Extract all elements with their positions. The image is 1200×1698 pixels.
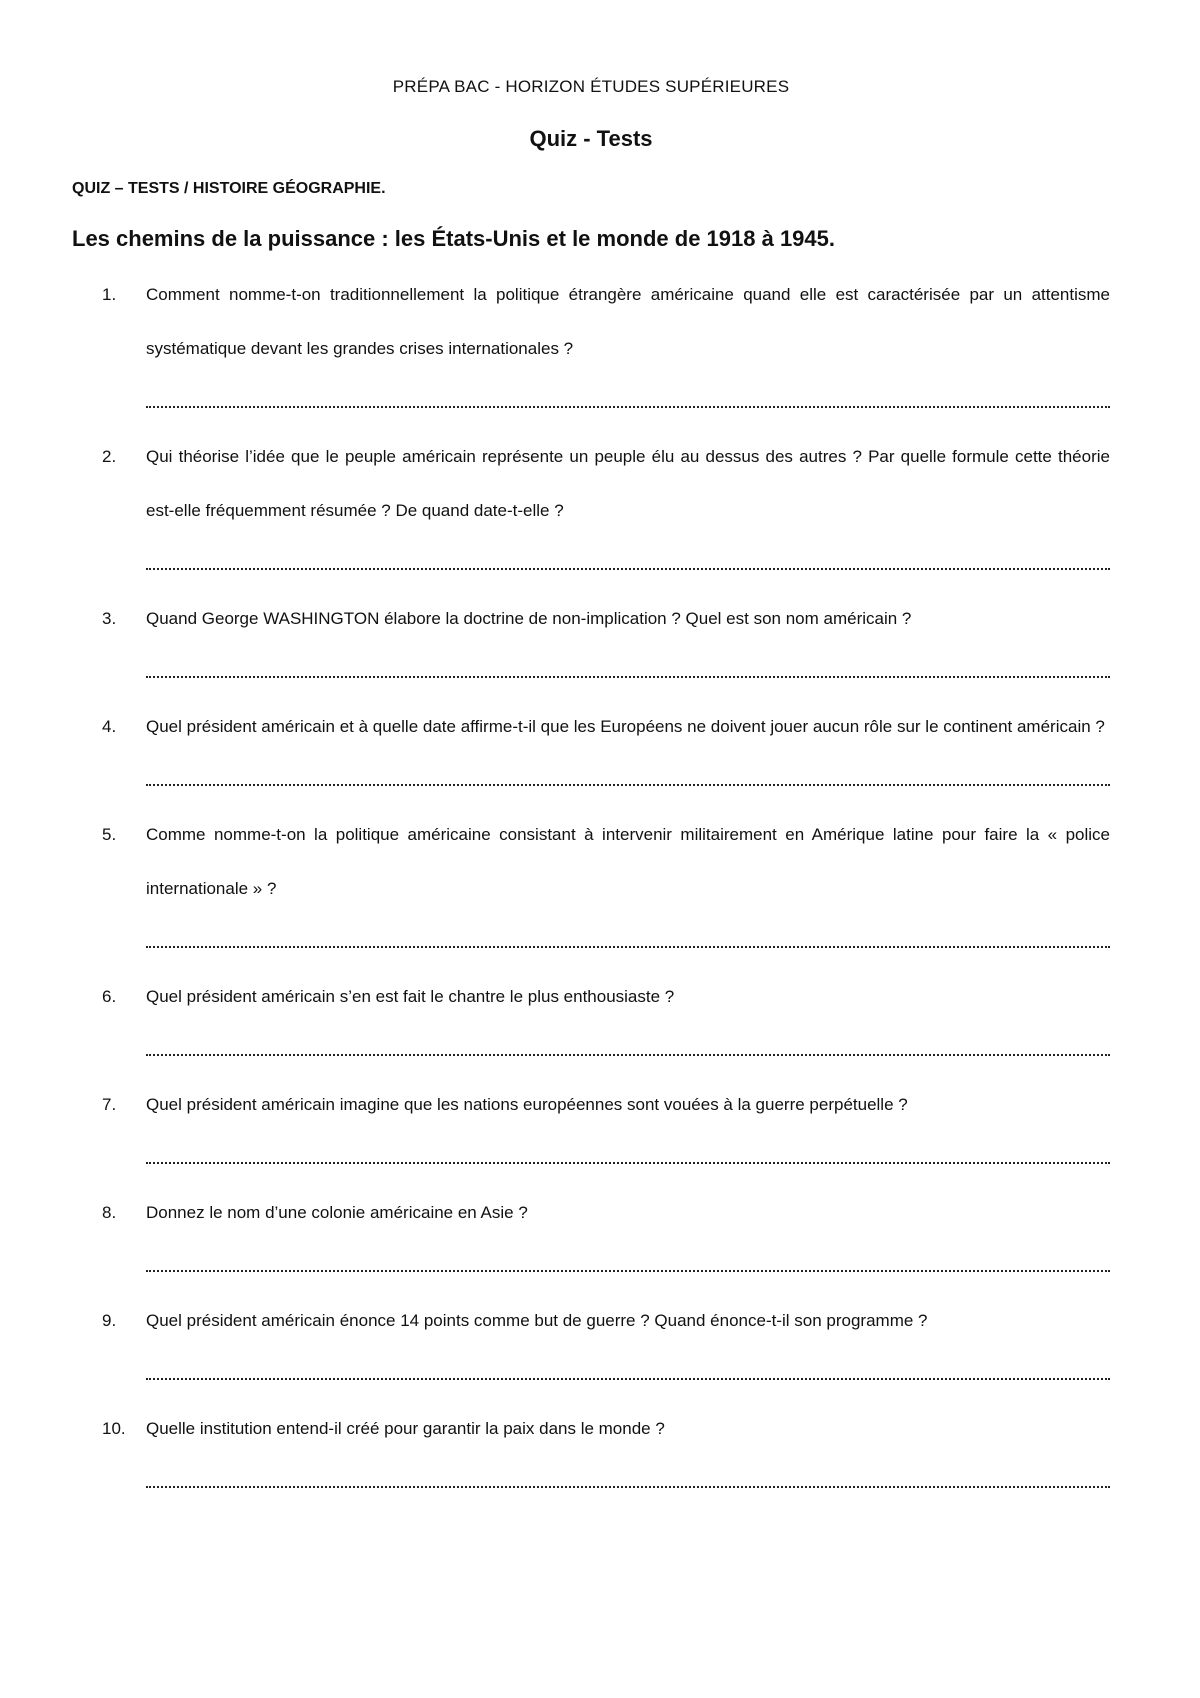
question-number: 3.	[102, 609, 117, 628]
answer-line[interactable]	[146, 538, 1110, 592]
answer-line[interactable]	[146, 1240, 1110, 1294]
question-item	[72, 970, 1110, 1078]
question-number: 9.	[102, 1311, 117, 1330]
answer-line[interactable]	[146, 376, 1110, 430]
question-item	[72, 808, 1110, 970]
question-text: Quelle institution entend-il créé pour garantir la paix dans le monde ?	[146, 1419, 665, 1438]
question-number: 7.	[102, 1095, 117, 1114]
question-text: Quel président américain énonce 14 points comme but de guerre ? Quand énonce-t-il son programme ?	[146, 1311, 928, 1330]
question-text: Quel président américain et à quelle date affirme-t-il que les Européens ne doivent jouer aucun rôle sur le continent américain ?	[146, 717, 1105, 736]
question-item	[72, 430, 1110, 592]
question-number: 1.	[102, 285, 117, 304]
question-item	[72, 1294, 1110, 1402]
question-number: 5.	[102, 825, 117, 844]
question-number: 4.	[102, 717, 117, 736]
question-number: 10.	[102, 1419, 126, 1438]
question-item	[72, 268, 1110, 430]
answer-line[interactable]	[146, 754, 1110, 808]
question-number: 6.	[102, 987, 117, 1006]
answer-line[interactable]	[146, 1024, 1110, 1078]
question-item	[72, 1186, 1110, 1294]
question-text: Quel président américain imagine que les nations européennes sont vouées à la guerre perpétuelle ?	[146, 1095, 908, 1114]
question-text: Donnez le nom d’une colonie américaine en Asie ?	[146, 1203, 528, 1222]
question-item	[72, 700, 1110, 808]
answer-line[interactable]	[146, 1132, 1110, 1186]
answer-line[interactable]	[146, 646, 1110, 700]
document-title: Quiz - Tests	[529, 126, 653, 151]
question-text: Comment nomme-t-on traditionnellement la politique étrangère américaine quand elle est caractérisée par un attentisme systématique devant les grandes crises internationales ?	[146, 285, 1110, 358]
question-text: Quel président américain s’en est fait le chantre le plus enthousiaste ?	[146, 987, 675, 1006]
answer-line[interactable]	[146, 1348, 1110, 1402]
question-text: Comme nomme-t-on la politique américaine consistant à intervenir militairement en Amérique latine pour faire la « police internationale » ?	[146, 825, 1110, 898]
question-text: Qui théorise l’idée que le peuple américain représente un peuple élu au dessus des autres ? Par quelle formule cette théorie est-elle fréquemment résumée ? De quand date-t-elle ?	[146, 447, 1110, 520]
question-number: 2.	[102, 447, 117, 466]
question-item	[72, 1078, 1110, 1186]
question-list	[72, 268, 1110, 1510]
question-text: Quand George WASHINGTON élabore la doctrine de non-implication ? Quel est son nom américain ?	[146, 609, 912, 628]
subject-heading: QUIZ – TESTS / HISTOIRE GÉOGRAPHIE.	[72, 180, 386, 197]
answer-line[interactable]	[146, 916, 1110, 970]
question-item	[72, 1402, 1110, 1510]
question-item	[72, 592, 1110, 700]
chapter-heading: Les chemins de la puissance : les États-Unis et le monde de 1918 à 1945.	[72, 226, 835, 251]
question-number: 8.	[102, 1203, 117, 1222]
answer-line[interactable]	[146, 1456, 1110, 1510]
page-header: PRÉPA BAC - HORIZON ÉTUDES SUPÉRIEURES	[392, 77, 790, 96]
